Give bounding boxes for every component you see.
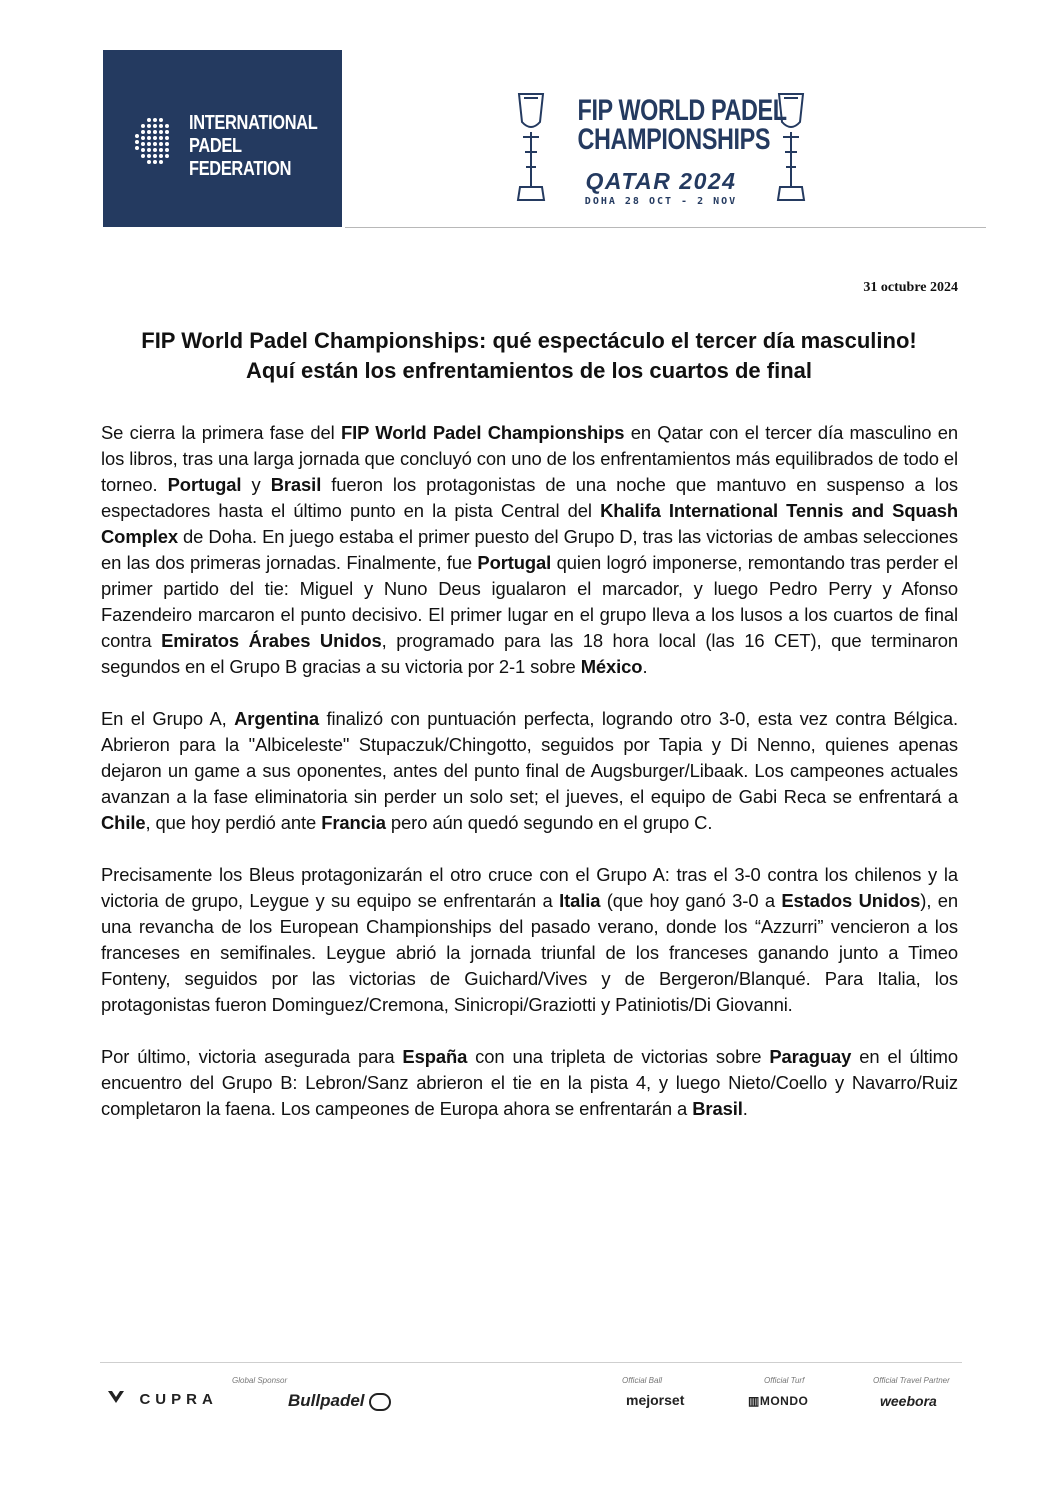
text-run: Precisamente los Bleus protagonizarán el otro cruce con el Grupo A: tras el 3-0 contra los chilenos y la victoria de grupo, Leygue y su equipo se enfrentarán a <box>101 864 958 911</box>
mondo-logo <box>748 1394 808 1408</box>
text-run: Por último, victoria asegurada para <box>101 1046 403 1067</box>
ifp-dots-icon <box>131 112 171 172</box>
bold-text: Paraguay <box>769 1046 852 1067</box>
bold-text: Estados Unidos <box>781 890 921 911</box>
ifp-logo-line: FEDERATION <box>189 158 292 180</box>
event-location-year: QATAR 2024 <box>585 168 737 194</box>
ifp-logo-text <box>189 112 317 181</box>
trophy-icon <box>774 92 808 207</box>
trophy-icon <box>514 92 548 207</box>
ifp-logo-line: PADEL <box>189 135 242 157</box>
title-line1: FIP World Padel Championships: qué espectáculo el tercer día masculino! <box>141 328 917 353</box>
text-run: con una tripleta de victorias sobre <box>467 1046 770 1067</box>
bold-text: México <box>580 656 643 677</box>
sponsor-label: Official Turf <box>764 1376 805 1385</box>
text-run: . <box>642 656 648 677</box>
text-run: en el último encuentro del Grupo B: Lebron/Sanz abrieron el tie en la pista 4, y luego Nieto/Coello y Navarro/Ruiz completaron la faena. Los campeones de Europa ahora se enfrentarán a <box>101 1046 958 1119</box>
bold-text: Brasil <box>692 1098 743 1119</box>
event-title-line1: FIP WORLD PADEL <box>577 94 787 127</box>
header-divider <box>345 227 986 228</box>
weebora-logo <box>880 1393 937 1409</box>
paragraph <box>101 706 958 836</box>
sponsor-label: Official Ball <box>622 1376 663 1385</box>
sponsor-name: CUPRA <box>139 1391 218 1408</box>
bold-text: Brasil <box>270 474 322 495</box>
sponsor-label: Global Sponsor <box>232 1376 288 1385</box>
text-run: Se cierra la primera fase del <box>101 422 341 443</box>
text-run: , programado para las 18 hora local (las 16 CET), que terminaron segundos en el Grupo B gracias a su victoria por 2-1 sobre <box>101 630 958 677</box>
text-run: En el Grupo A, <box>101 708 235 729</box>
text-run: pero aún quedó segundo en el grupo C. <box>385 812 713 833</box>
bold-text: Francia <box>321 812 386 833</box>
text-run: de Doha. En juego estaba el primer puesto del Grupo D, tras las victorias de ambas selecciones en las dos primeras jornadas. Finalmente, fue <box>101 526 958 573</box>
text-run: fueron los protagonistas de una noche que mantuvo en suspenso a los espectadores hasta el último punto en la pista Central del <box>101 474 958 521</box>
bold-text: Emiratos Árabes Unidos <box>161 630 382 651</box>
text-run: quien logró imponerse, remontando tras perder el primer partido del tie: Miguel y Nuno Deus igualaron el marcador, y luego Pedro Perry y Afonso Fazendeiro marcaron el punto decisivo. El primer lugar en el grupo lleva a los lusos a los cuartos de final contra <box>101 552 958 651</box>
bold-text: Argentina <box>234 708 320 729</box>
bold-text: Khalifa International Tennis and Squash Complex <box>101 500 959 547</box>
event-dates: DOHA 28 OCT - 2 NOV <box>584 196 738 207</box>
ifp-logo <box>103 50 342 227</box>
event-title-line2: CHAMPIONSHIPS <box>577 123 771 156</box>
bullpadel-emblem-icon <box>369 1393 391 1411</box>
fip-championships-logo <box>510 90 810 215</box>
title-line2: Aquí están los enfrentamientos de los cuartos de final <box>245 358 812 383</box>
text-run: . <box>742 1098 748 1119</box>
text-run: , que hoy perdió ante <box>145 812 322 833</box>
text-run: (que hoy ganó 3-0 a <box>600 890 782 911</box>
press-date: 31 octubre 2024 <box>863 280 958 295</box>
bold-text: Chile <box>101 812 146 833</box>
sponsor-name: Bullpadel <box>288 1391 365 1410</box>
bold-text: FIP World Padel Championships <box>340 422 625 443</box>
text-run: finalizó con puntuación perfecta, logrando otro 3-0, esta vez contra Bélgica. Abrieron para la "Albiceleste" Stupaczuk/Chingotto, seguidos por Tapia y Di Nenno, quienes apenas dejaron un game a sus oponentes, antes del punto final de Augsburger/Libaak. Los campeones actuales avanzan a la fase eliminatoria sin perder un solo set; el jueves, el equipo de Gabi Reca se enfrentará a <box>101 708 958 807</box>
bold-text: España <box>402 1046 468 1067</box>
paragraph <box>101 420 958 680</box>
event-title <box>577 94 787 156</box>
cupra-logo <box>107 1389 218 1410</box>
bold-text: Portugal <box>167 474 242 495</box>
footer-divider <box>100 1362 962 1363</box>
page-title <box>80 326 978 386</box>
text-run: y <box>241 474 271 495</box>
bullpadel-logo <box>288 1391 391 1411</box>
text-run: ), en una revancha de los European Championships del pasado verano, donde los “Azzurri” vencieron a los franceses en semifinales. Leygue abrió la jornada triunfal de los franceses ganando junto a Timeo Fonteny, seguidos por las victorias de Guichard/Vives y de Bergeron/Blanqué. Para Italia, los protagonistas fueron Dominguez/Cremona, Sinicropi/Graziotti y Patiniotis/Di Giovanni. <box>101 890 958 1015</box>
sponsor-name: mejorset <box>626 1392 685 1408</box>
cupra-emblem-icon <box>107 1389 125 1410</box>
paragraph <box>101 1044 958 1122</box>
bold-text: Italia <box>559 890 601 911</box>
paragraph <box>101 862 958 1018</box>
article-body <box>101 420 958 1148</box>
bold-text: Portugal <box>477 552 552 573</box>
mejorset-logo <box>626 1392 684 1408</box>
ifp-logo-line: INTERNATIONAL <box>189 112 318 134</box>
sponsor-name: MONDO <box>759 1394 809 1408</box>
sponsor-name: weebora <box>880 1393 937 1409</box>
sponsor-label: Official Travel Partner <box>873 1376 950 1385</box>
text-run: en Qatar con el tercer día masculino en los libros, tras una larga jornada que concluyó con uno de los enfrentamientos más equilibrados de todo el torneo. <box>101 422 958 495</box>
mondo-mark-icon: ▥ <box>748 1394 760 1408</box>
